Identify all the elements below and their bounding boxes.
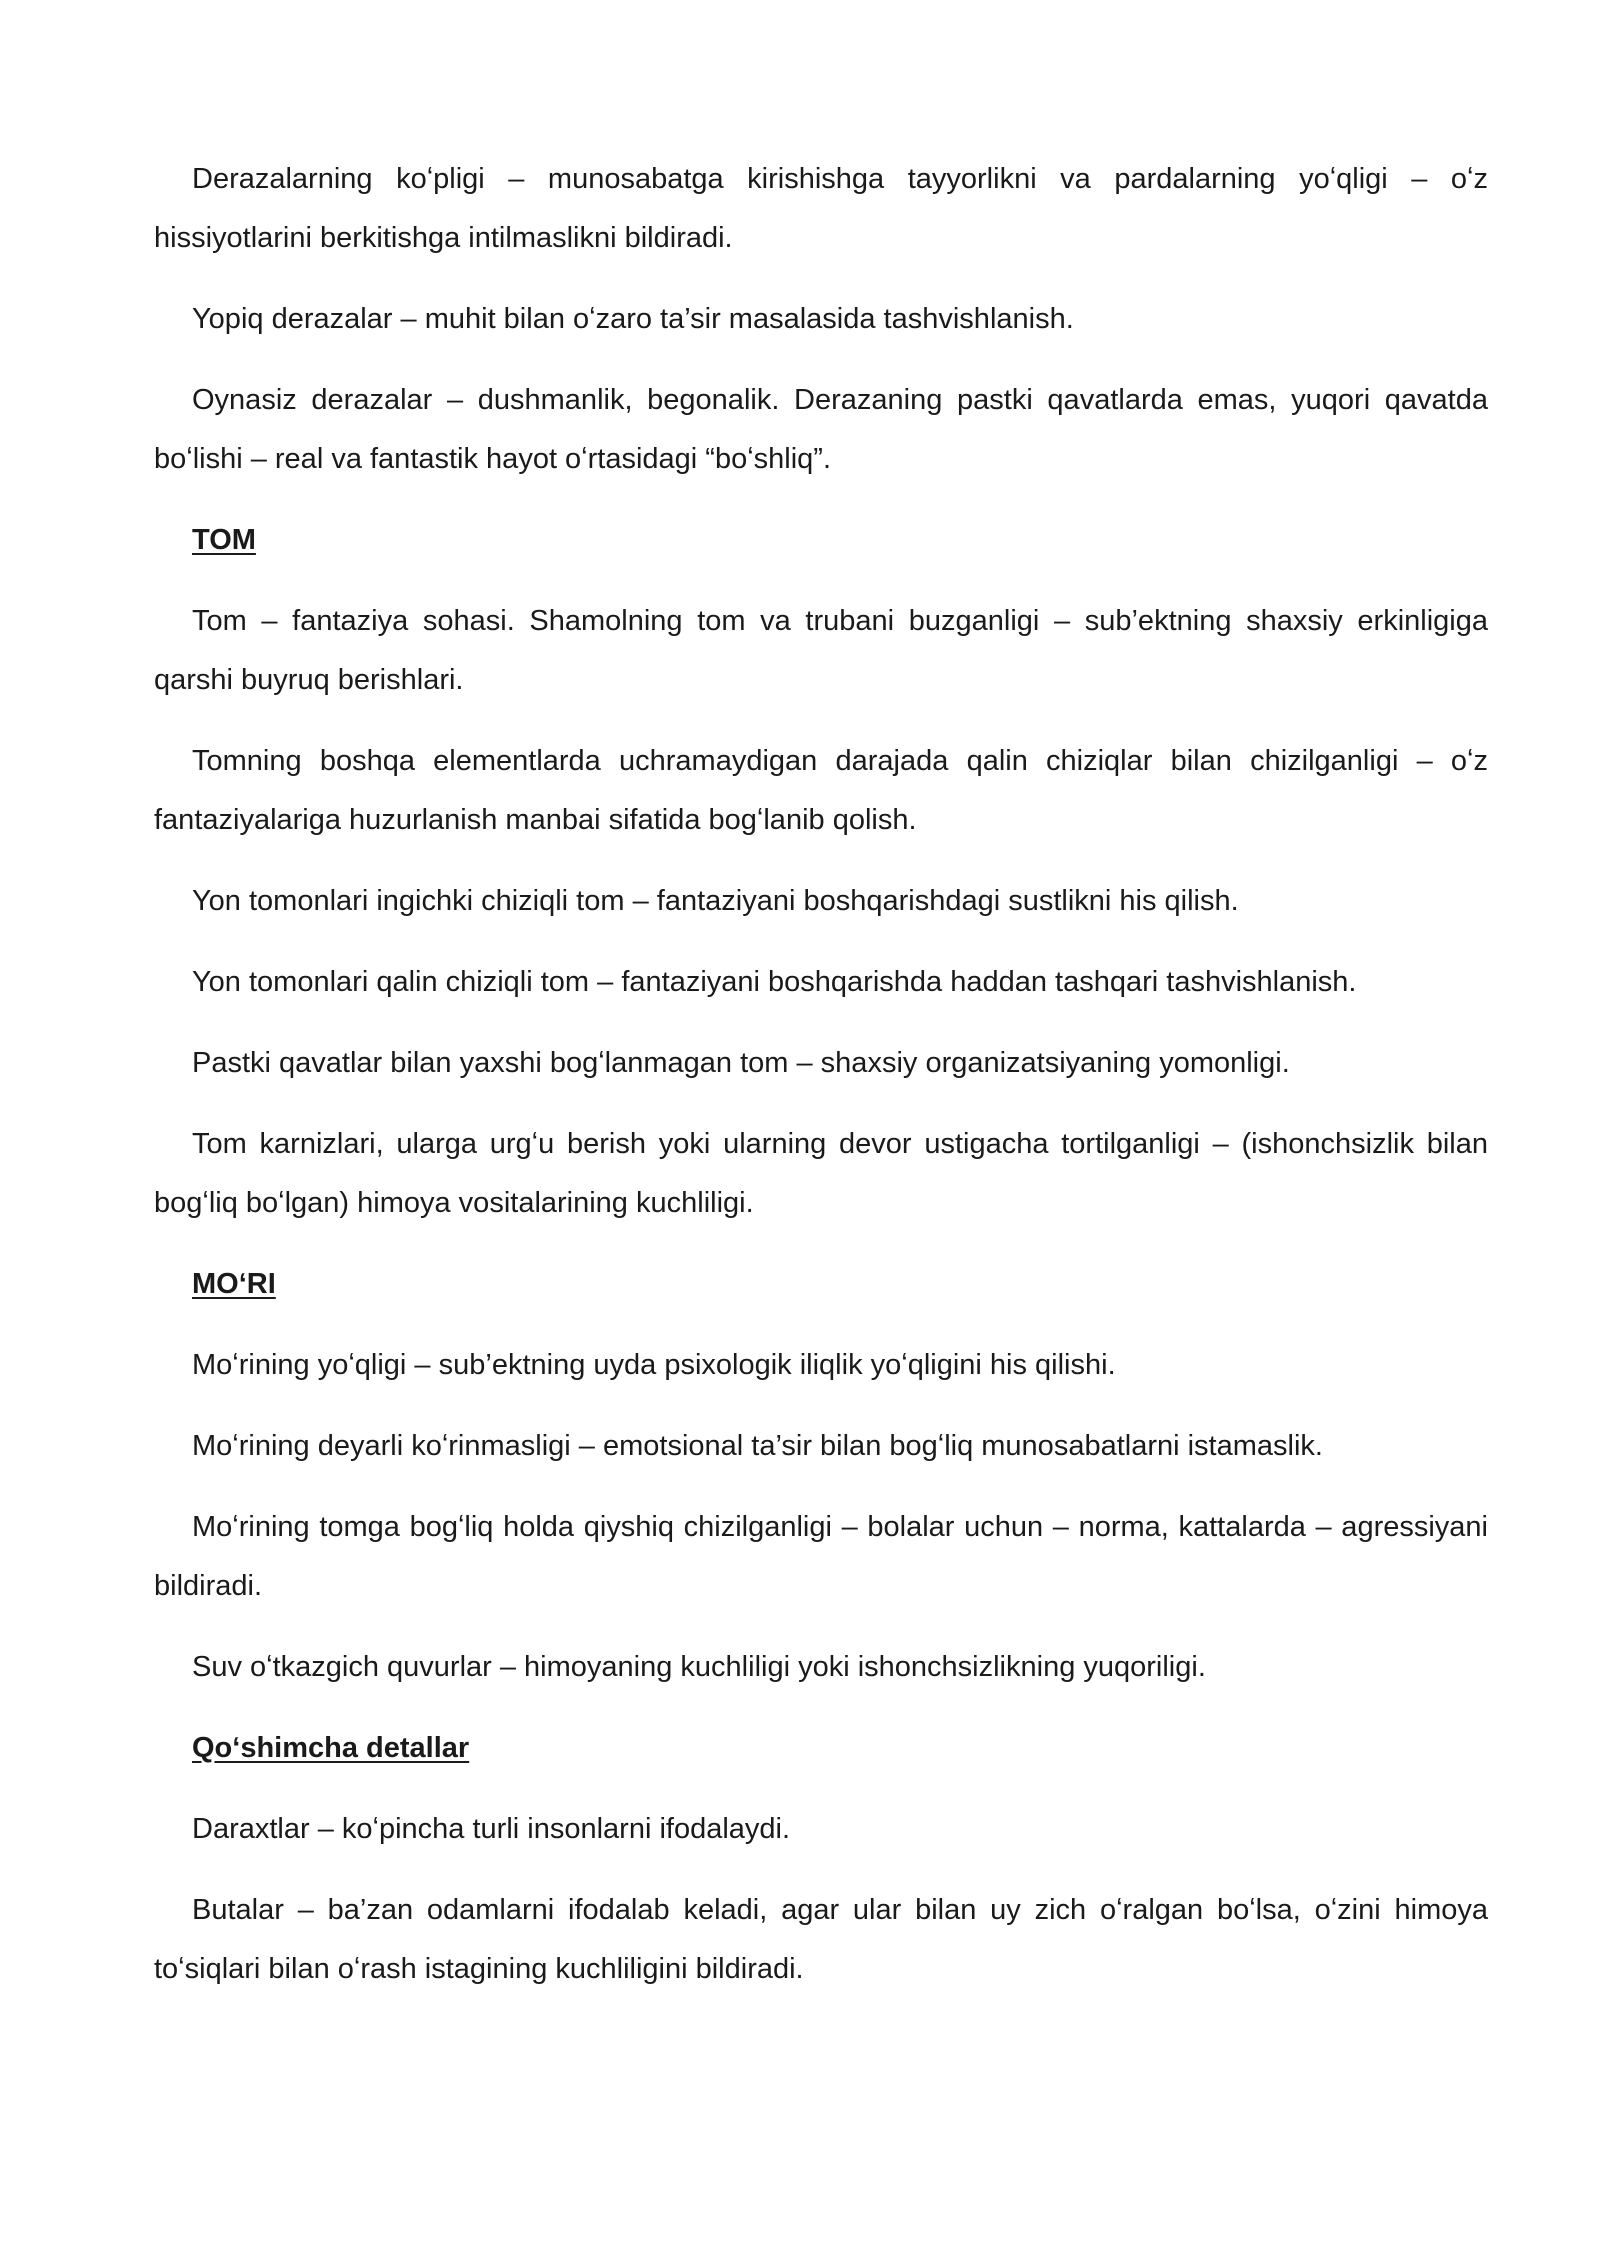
document-body — [154, 150, 1488, 2021]
paragraph-roof-thick-sides: Yon tomonlari qalin chiziqli tom – fantaziyani boshqarishda haddan tashqari tashvishlanish. — [192, 966, 1357, 998]
paragraph-roof-eaves: Tom karnizlari, ularga urgʻu berish yoki ularning devor ustigacha tortilganligi – (ishonchsizlik bilan bogʻliq boʻlgan) himoya vositalarining kuchliligi. — [154, 1128, 1488, 1219]
section-heading-mori: MOʻRI — [192, 1268, 276, 1300]
paragraph-trees: Daraxtlar – koʻpincha turli insonlarni ifodalaydi. — [192, 1813, 791, 1845]
paragraph-bushes: Butalar – ba’zan odamlarni ifodalab keladi, agar ular bilan uy zich oʻralgan boʻlsa, oʻzini himoya toʻsiqlari bilan oʻrash istagining kuchliligini bildiradi. — [154, 1894, 1488, 1985]
paragraph-roof-poorly-connected: Pastki qavatlar bilan yaxshi bogʻlanmagan tom – shaxsiy organizatsiyaning yomonligi. — [192, 1047, 1290, 1079]
paragraph-windows-many: Derazalarning koʻpligi – munosabatga kirishishga tayyorlikni va pardalarning yoʻqligi – oʻz hissiyotlarini berkitishga intilmaslikni bildiradi. — [154, 163, 1488, 254]
section-heading-tom: TOM — [192, 524, 256, 556]
paragraph-roof-fantasy: Tom – fantaziya sohasi. Shamolning tom va trubani buzganligi – sub’ektning shaxsiy erkinligiga qarshi buyruq berishlari. — [154, 605, 1488, 696]
paragraph-drainpipes: Suv oʻtkazgich quvurlar – himoyaning kuchliligi yoki ishonchsizlikning yuqoriligi. — [192, 1651, 1206, 1683]
paragraph-roof-thick-lines: Tomning boshqa elementlarda uchramaydigan darajada qalin chiziqlar bilan chizilganligi – oʻz fantaziyalariga huzurlanish manbai sifatida bogʻlanib qolish. — [154, 745, 1488, 836]
section-heading-additional-details: Qoʻshimcha detallar — [192, 1732, 470, 1764]
paragraph-chimney-invisible: Moʻrining deyarli koʻrinmasligi – emotsional ta’sir bilan bogʻliq munosabatlarni istamaslik. — [192, 1430, 1323, 1462]
paragraph-roof-thin-sides: Yon tomonlari ingichki chiziqli tom – fantaziyani boshqarishdagi sustlikni his qilish. — [192, 885, 1239, 917]
paragraph-chimney-missing: Moʻrining yoʻqligi – sub’ektning uyda psixologik iliqlik yoʻqligini his qilishi. — [192, 1349, 1116, 1381]
paragraph-windows-glassless: Oynasiz derazalar – dushmanlik, begonalik. Derazaning pastki qavatlarda emas, yuqori qavatda boʻlishi – real va fantastik hayot oʻrtasidagi “boʻshliq”. — [154, 384, 1488, 475]
paragraph-windows-closed: Yopiq derazalar – muhit bilan oʻzaro ta’sir masalasida tashvishlanish. — [192, 303, 1074, 335]
paragraph-chimney-crooked: Moʻrining tomga bogʻliq holda qiyshiq chizilganligi – bolalar uchun – norma, kattalarda – agressiyani bildiradi. — [154, 1511, 1488, 1602]
